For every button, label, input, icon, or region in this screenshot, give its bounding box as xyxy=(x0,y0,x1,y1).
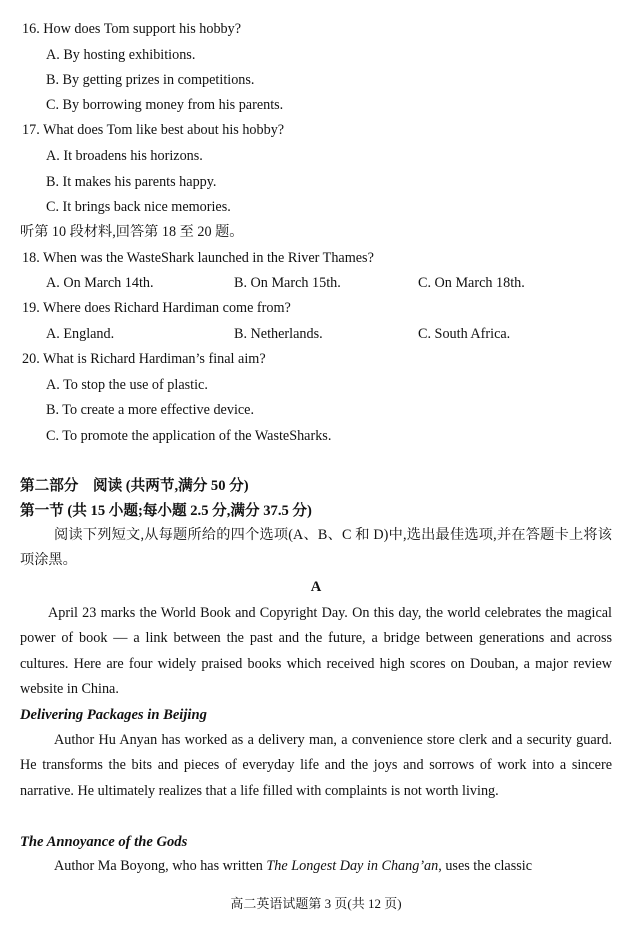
question-19-option-a: A. England. xyxy=(46,326,115,342)
book2-title: The Annoyance of the Gods xyxy=(20,834,188,850)
question-16-option-b: B. By getting prizes in competitions. xyxy=(46,72,255,88)
question-19-stem: 19. Where does Richard Hardiman come from? xyxy=(22,300,291,316)
page-footer: 高二英语试题第 3 页(共 12 页) xyxy=(230,896,402,911)
book2-text-pre: Author Ma Boyong, who has written xyxy=(54,858,267,874)
question-20-option-b: B. To create a more effective device. xyxy=(46,402,255,418)
question-18-option-b: B. On March 15th. xyxy=(234,275,341,291)
question-19-option-c: C. South Africa. xyxy=(418,326,511,342)
part2-heading: 第二部分 阅读 (共两节,满分 50 分) xyxy=(20,478,249,494)
question-17-stem: 17. What does Tom like best about his hobby? xyxy=(22,122,285,138)
question-17-option-a: A. It broadens his horizons. xyxy=(46,148,203,164)
question-18-stem: 18. When was the WasteShark launched in the River Thames? xyxy=(22,250,374,266)
book1-title: Delivering Packages in Beijing xyxy=(20,707,207,723)
question-16-stem: 16. How does Tom support his hobby? xyxy=(22,21,242,37)
question-19-option-b: B. Netherlands. xyxy=(234,326,323,342)
book1-text: Author Hu Anyan has worked as a delivery man, a convenience store clerk and a security guard. He transforms the bits and pieces of everyday life and the joys and sorrows of work into a sincere narrative. He ultimately realizes that a life filled with complaints is not worth living. xyxy=(20,732,612,799)
question-20-option-c: C. To promote the application of the WasteSharks. xyxy=(46,428,332,444)
question-20-stem: 20. What is Richard Hardiman’s final aim? xyxy=(22,351,266,367)
question-16-option-c: C. By borrowing money from his parents. xyxy=(46,97,284,113)
question-17-option-b: B. It makes his parents happy. xyxy=(46,174,217,190)
listening-instruction: 听第 10 段材料,回答第 18 至 20 题。 xyxy=(20,224,244,240)
question-20-option-a: A. To stop the use of plastic. xyxy=(46,377,208,393)
question-16-option-a: A. By hosting exhibitions. xyxy=(46,47,196,63)
reading-directions: 阅读下列短文,从每题所给的四个选项(A、B、C 和 D)中,选出最佳选项,并在答题卡上将该项涂黑。 xyxy=(20,527,612,569)
book2-text xyxy=(20,854,612,879)
question-18-option-c: C. On March 18th. xyxy=(418,275,525,291)
passage-label: A xyxy=(310,579,322,595)
section1-heading: 第一节 (共 15 小题;每小题 2.5 分,满分 37.5 分) xyxy=(20,503,312,519)
question-18-option-a: A. On March 14th. xyxy=(46,275,154,291)
book2-text-title: The Longest Day in Chang’an xyxy=(266,858,439,874)
book2-text-post: , uses the classic xyxy=(438,858,533,874)
question-17-option-c: C. It brings back nice memories. xyxy=(46,199,231,215)
passage-intro: April 23 marks the World Book and Copyright Day. On this day, the world celebrates the magical power of book — a link between the past and the future, a bridge between generations and across cultures. Here are four widely praised books which received high scores on Douban, a major review website in China. xyxy=(20,605,612,697)
